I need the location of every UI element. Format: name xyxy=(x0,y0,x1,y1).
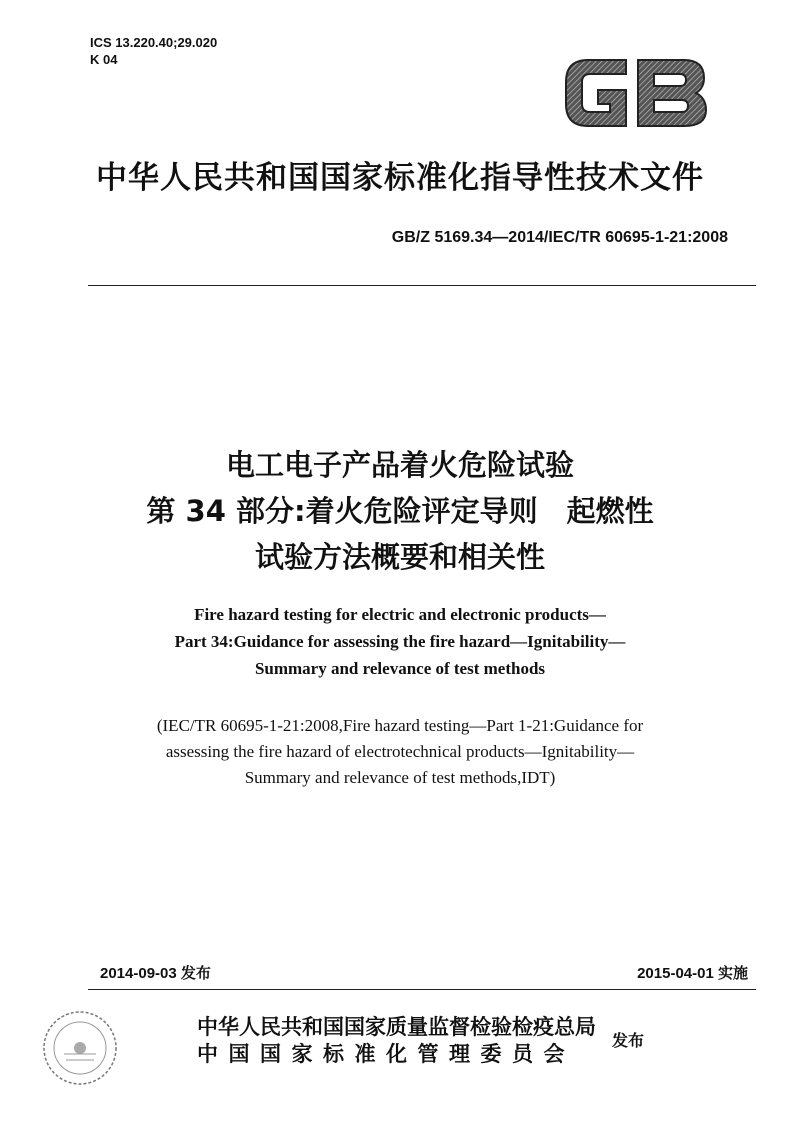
issuing-authorities xyxy=(197,1014,596,1068)
ccs-code: K 04 xyxy=(90,52,118,67)
standard-number: GB/Z 5169.34—2014/IEC/TR 60695-1-21:2008 xyxy=(391,229,728,246)
chinese-title-line: 电工电子产品着火危险试验 xyxy=(225,448,574,482)
issue-date: 2014-09-03 发布 xyxy=(100,965,211,982)
footer-divider xyxy=(88,989,756,990)
chinese-title-line: 试验方法概要和相关性 xyxy=(254,540,545,574)
iec-reference-line: Summary and relevance of test methods,IDT) xyxy=(244,768,556,787)
iec-reference xyxy=(0,713,800,791)
iec-reference-line: (IEC/TR 60695-1-21:2008,Fire hazard testing—Part 1-21:Guidance for xyxy=(156,716,644,735)
english-title-line: Fire hazard testing for electric and electronic products— xyxy=(194,605,606,624)
issuer-aqsiq: 中华人民共和国国家质量监督检验检疫总局 xyxy=(197,1015,596,1039)
english-title xyxy=(0,601,800,682)
effective-date: 2015-04-01 实施 xyxy=(637,965,748,982)
issuer-sac: 中国国家标准化管理委员会 xyxy=(197,1042,575,1066)
ics-code: ICS 13.220.40;29.020 xyxy=(90,35,218,50)
gb-logo-text: GB xyxy=(556,50,558,51)
header-divider xyxy=(88,285,756,286)
english-title-line: Summary and relevance of test methods xyxy=(254,659,546,678)
document-type-title: 中华人民共和国国家标准化指导性技术文件 xyxy=(96,160,704,196)
seal-stamp-icon xyxy=(40,1008,120,1088)
publish-label: 发布 xyxy=(612,1031,645,1050)
iec-reference-line: assessing the fire hazard of electrotechnical products—Ignitability— xyxy=(165,742,635,761)
chinese-title xyxy=(0,442,800,580)
classification-block xyxy=(90,34,217,68)
gb-logo xyxy=(556,50,714,136)
chinese-title-line: 第 34 部分:着火危险评定导则 起燃性 xyxy=(146,494,654,528)
english-title-line: Part 34:Guidance for assessing the fire hazard—Ignitability— xyxy=(174,632,626,651)
